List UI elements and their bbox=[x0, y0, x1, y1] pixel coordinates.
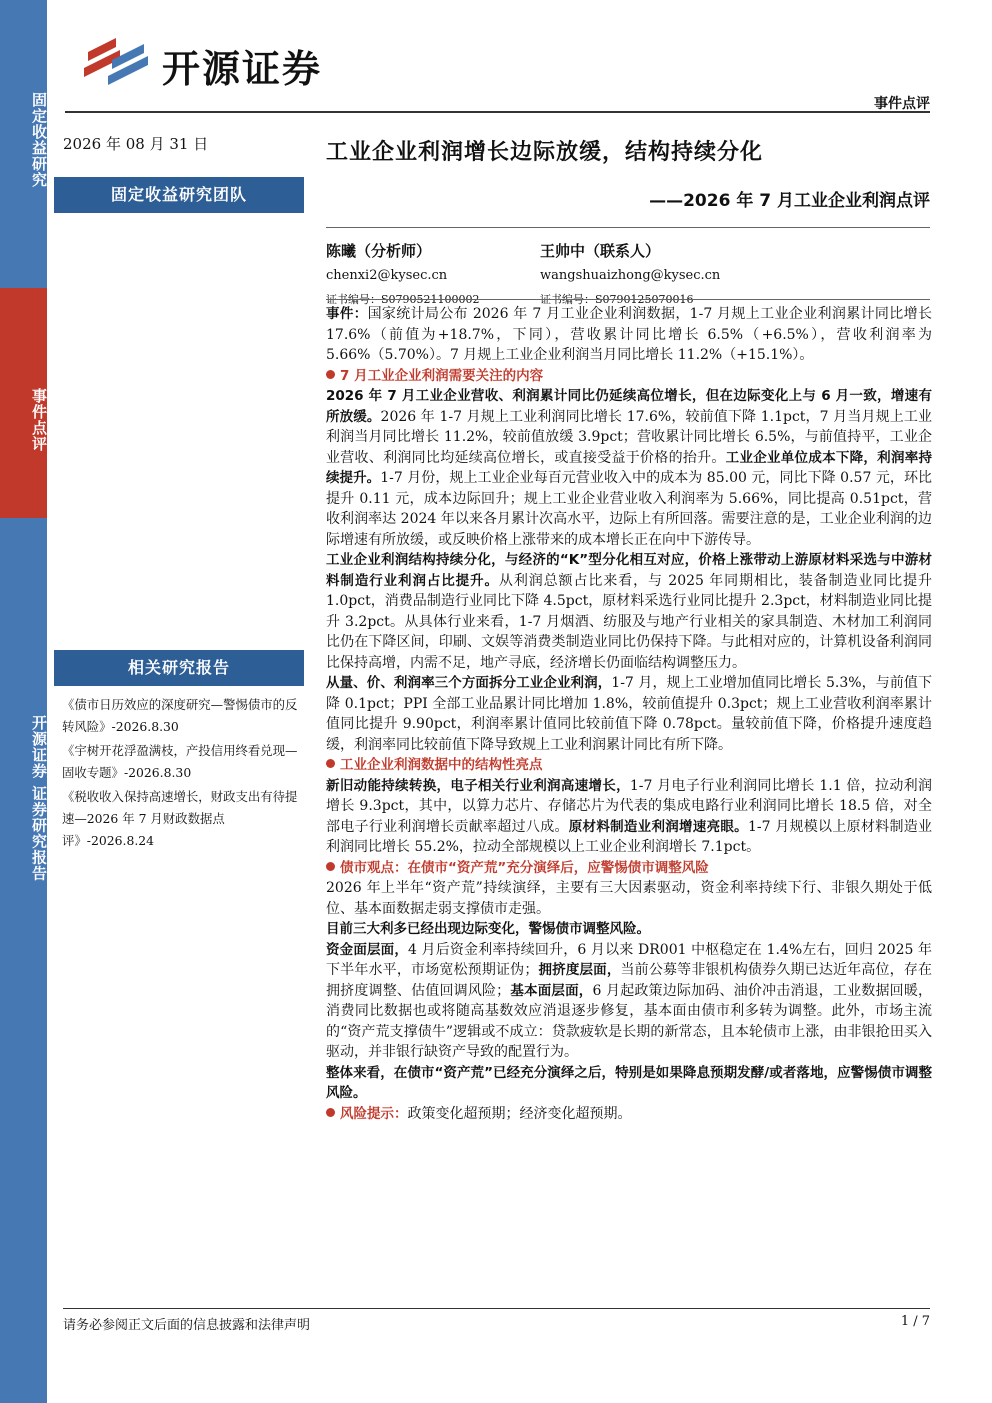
author-name: 王帅中（联系人） bbox=[540, 242, 661, 260]
report-body bbox=[326, 304, 932, 1124]
body-paragraph bbox=[326, 1063, 932, 1104]
related-report-link[interactable]: 《宇树开花浮盈满枝，产投信用终看兑现—固收专题》-2026.8.30 bbox=[62, 743, 298, 780]
paragraph-text: 2026 年 1-7 月规上工业利润同比增长 17.6%，较前值下降 1.1pct，7 月当月规上工业利润当月同比增长 11.2%，较前值放缓 3.9pct；营收累计同比增长 6.5%，与前值持平，工业企业营收、利润同比均延续高位增长，或直接受益于价格的抬升。 bbox=[326, 408, 932, 466]
bold-lead: 新旧动能持续转换，电子相关行业利润高速增长， bbox=[326, 777, 630, 794]
company-logo bbox=[82, 30, 382, 91]
paragraph-text: 4 月后资金利率持续回升，6 月以来 DR001 中枢稳定在 1.4%左右，回归 2025 年下半年水平，市场宽松预期证伪； bbox=[326, 941, 933, 978]
header-divider bbox=[65, 111, 930, 113]
bold-lead: 从量、价、利润率三个方面拆分工业企业利润， bbox=[326, 675, 612, 691]
bold-lead: 资金面层面， bbox=[326, 941, 409, 958]
footer-divider bbox=[63, 1308, 930, 1309]
sidebar bbox=[0, 0, 47, 1403]
paragraph-text: 1-7 月规模以上原材料制造业利润同比增长 55.2%，拉动全部规模以上工业企业利润增长 7.1pct。 bbox=[326, 818, 933, 855]
body-paragraph bbox=[326, 386, 932, 550]
author-block bbox=[540, 240, 720, 307]
sidebar-label-event: 事件点评 bbox=[30, 388, 48, 452]
author-email[interactable]: wangshuaizhong@kysec.cn bbox=[540, 268, 721, 283]
sidebar-label-fixed-income: 固定收益研究 bbox=[30, 92, 48, 188]
bold-lead: 工业企业单位成本下降，利润率持续提升。 bbox=[326, 449, 933, 486]
page-title: 工业企业利润增长边际放缓，结构持续分化 bbox=[326, 140, 764, 165]
event-label: 事件： bbox=[326, 306, 368, 322]
body-paragraph bbox=[326, 940, 932, 1063]
body-paragraph bbox=[326, 919, 932, 940]
body-paragraph bbox=[326, 550, 932, 673]
section-heading bbox=[326, 858, 932, 879]
logo-mark-icon bbox=[82, 30, 154, 88]
page-subtitle: ——2026 年 7 月工业企业利润点评 bbox=[649, 191, 930, 211]
event-paragraph bbox=[326, 304, 932, 366]
related-reports-banner: 相关研究报告 bbox=[54, 650, 304, 686]
bold-lead: 基本面层面， bbox=[510, 982, 593, 999]
paragraph-text: 当前公募等非银机构债券久期已达近年高位，存在拥挤度调整、估值回调风险； bbox=[326, 962, 933, 999]
related-reports-list bbox=[62, 694, 306, 854]
page-number: 1 / 7 bbox=[900, 1314, 930, 1329]
author-certificate: 证书编号：S0790521100002 bbox=[326, 293, 480, 306]
sidebar-label-research: 开源证券 证券研究报告 bbox=[30, 715, 48, 882]
footer-disclaimer: 请务必参阅正文后面的信息披露和法律声明 bbox=[63, 1318, 311, 1333]
event-text: 国家统计局公布 2026 年 7 月工业企业利润数据，1-7 月规上工业企业利润累计同比增长 17.6%（前值为+18.7%，下同），营收累计同比增长 6.5%（+6.5%），营收利润率为 5.66%（5.70%）。7 月规上工业企业利润当月同比增长 11.2%（+15.1%）。 bbox=[326, 306, 932, 363]
logo-text: 开源证券 bbox=[162, 47, 323, 91]
bullet-dot-icon bbox=[326, 759, 335, 768]
bullet-dot-icon bbox=[326, 862, 335, 871]
body-paragraph: 2026 年上半年“资产荒”持续演绎，主要有三大因素驱动，资金利率持续下行、非银久期处于低位、基本面数据走弱支撑债市走强。 bbox=[326, 880, 932, 917]
related-report-link[interactable]: 《税收收入保持高速增长，财政支出有待提速—2026 年 7 月财政数据点评》-2026.8.24 bbox=[62, 789, 298, 848]
bold-lead: 拥挤度层面， bbox=[538, 962, 621, 978]
risk-label: 风险提示： bbox=[340, 1105, 408, 1122]
section-heading-text: 7 月工业企业利润需要关注的内容 bbox=[340, 367, 544, 384]
paragraph-text: 1-7 月电子行业利润同比增长 1.1 倍，拉动利润增长 9.3pct，其中，以算力芯片、存储芯片为代表的集成电路行业利润同比增长 18.5 倍，对全部电子行业利润增长贡献率超过八成。 bbox=[326, 777, 932, 835]
risk-text: 政策变化超预期；经济变化超预期。 bbox=[407, 1105, 632, 1122]
paragraph-text: 从利润总额占比来看，与 2025 年同期相比，装备制造业同比提升 1.0pct，消费品制造行业同比下降 4.5pct，原材料采选行业同比提升 2.3pct，材料制造业同比提升 3.2pct。从具体行业来看，1-7 月烟酒、纺服及与地产行业相关的家具制造、木材加工利润同比仍在下降区间，印刷、文娱等消费类制造业同比仍保持下降。与此相对应的，计算机设备利润同比保持高增，内需不足，地产寻底，经济增长仍面临结构调整压力。 bbox=[326, 572, 933, 671]
paragraph-text: 6 月起政策边际加码、油价冲击消退，工业数据回暖，消费同比数据也或将随高基数效应消退逐步修复，基本面由债市利多转为调整。此外，市场主流的“资产荒支撑债牛”逻辑或不成立：贷款疲软是长期的新常态，且本轮债市上涨，由非银抢田买入驱动，并非银行缺资产导致的配置行为。 bbox=[326, 982, 933, 1060]
bold-lead: 整体来看，在债市“资产荒”已经充分演绎之后，特别是如果降息预期发酵/或者落地，应警惕债市调整风险。 bbox=[326, 1064, 932, 1101]
section-heading bbox=[326, 366, 932, 387]
bold-lead: 2026 年 7 月工业企业营收、利润累计同比仍延续高位增长，但在边际变化上与 6 月一致，增速有所放缓。 bbox=[326, 388, 932, 425]
bold-lead: 工业企业利润结构持续分化，与经济的“K”型分化相互对应，价格上涨带动上游原材料采选与中游材料制造行业利润占比提升。 bbox=[326, 552, 932, 589]
body-paragraph bbox=[326, 776, 932, 858]
section-heading bbox=[326, 755, 932, 776]
bullet-dot-icon bbox=[326, 1108, 335, 1117]
bold-lead: 目前三大利多已经出现边际变化，警惕债市调整风险。 bbox=[326, 921, 650, 937]
section-heading-text: 工业企业利润数据中的结构性亮点 bbox=[340, 757, 543, 773]
author-certificate: 证书编号：S0790125070016 bbox=[540, 293, 694, 306]
risk-paragraph bbox=[326, 1104, 932, 1125]
author-divider bbox=[326, 299, 930, 300]
bold-lead: 原材料制造业利润增速亮眼。 bbox=[568, 818, 748, 835]
related-report-link[interactable]: 《债市日历效应的深度研究—警惕债市的反转风险》-2026.8.30 bbox=[62, 697, 298, 734]
document-type: 事件点评 bbox=[874, 96, 930, 112]
team-banner: 固定收益研究团队 bbox=[54, 177, 304, 213]
report-date: 2026 年 08 月 31 日 bbox=[63, 135, 209, 153]
paragraph-text: 1-7 月，规上工业增加值同比增长 5.3%，与前值下降 0.1pct；PPI 全部工业品累计同比增加 1.8%，较前值提升 0.3pct；规上工业营收利润率累计值同比提升 9.90pct，利润率累计值同比较前值下降 0.78pct。量较前值下降，价格提升速度趋缓，利润率同比较前值下降导致规上工业利润累计同比有所下降。 bbox=[326, 675, 933, 753]
body-paragraph bbox=[326, 673, 932, 755]
section-heading-text: 债市观点：在债市“资产荒”充分演绎后，应警惕债市调整风险 bbox=[340, 859, 709, 876]
bullet-dot-icon bbox=[326, 370, 335, 379]
paragraph-text: 1-7 月份，规上工业企业每百元营业收入中的成本为 85.00 元，同比下降 0.57 元，环比提升 0.11 元，成本边际回升；规上工业企业营业收入利润率为 5.66%，同比提高 0.51pct，营收利润率达 2024 年以来各月累计次高水平，边际上有所回落。需要注意的是，工业企业利润的边际增速有所放缓，或反映价格上涨带来的成本增长正在向中下游传导。 bbox=[326, 470, 933, 548]
author-email[interactable]: chenxi2@kysec.cn bbox=[326, 268, 448, 283]
author-block bbox=[326, 240, 480, 307]
author-name: 陈曦（分析师） bbox=[326, 242, 432, 260]
title-divider bbox=[326, 227, 930, 228]
